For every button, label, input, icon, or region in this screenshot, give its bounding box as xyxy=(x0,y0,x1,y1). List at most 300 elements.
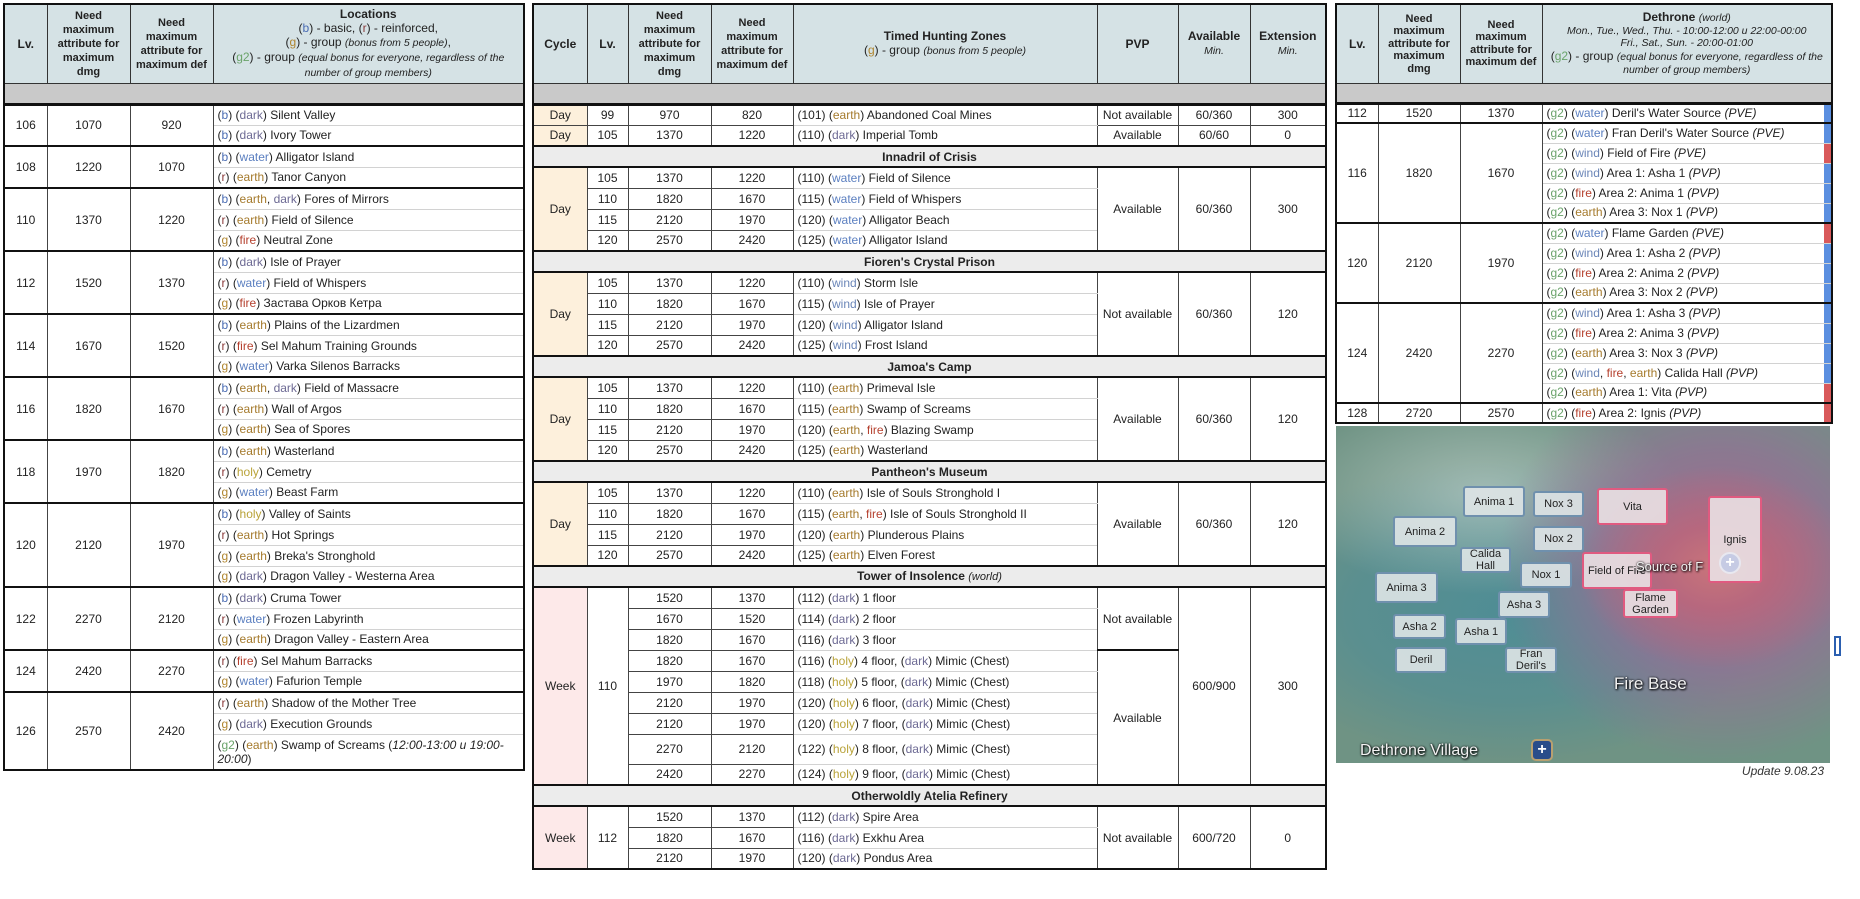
def-cell: 1370 xyxy=(130,251,213,314)
section-title: Innadril of Crisis xyxy=(882,149,977,164)
def-cell: 1820 xyxy=(130,440,213,503)
dmg-cell: 1820 xyxy=(628,398,711,419)
section-title: Fioren's Crystal Prison xyxy=(864,254,995,269)
location-cell: (g2) (wind) Area 1: Asha 1 (PVP) xyxy=(1542,163,1832,183)
zone-name: Mimic (Chest) xyxy=(936,695,1011,710)
dmg-cell: 1370 xyxy=(628,482,711,503)
element-fire-label: fire xyxy=(239,296,257,311)
location-name: Area 3: Nox 3 xyxy=(1609,345,1683,360)
location-name: Frozen Labyrinth xyxy=(273,611,364,626)
header-def: Need maximum attribute for maximum def xyxy=(1460,4,1542,83)
location-cell: (r) (earth) Field of Silence xyxy=(213,209,524,230)
location-cell: (r) (water) Field of Whispers xyxy=(213,272,524,293)
element-wind-label: wind xyxy=(1575,305,1600,320)
def-cell: 1970 xyxy=(130,503,213,587)
legend-g2-text: - group xyxy=(253,50,299,65)
element-water-label: water xyxy=(236,275,267,290)
location-cell: (g2) (earth) Area 3: Nox 2 (PVP) xyxy=(1542,283,1832,303)
location-cell: (b) (earth) Wasterland xyxy=(213,440,524,461)
def-cell: 1370 xyxy=(711,806,793,827)
zone-cell: (115) (wind) Isle of Prayer xyxy=(793,293,1097,314)
element-wind-label: wind xyxy=(1575,145,1600,160)
available-cell: 60/360 xyxy=(1178,377,1250,461)
group-tag: g xyxy=(221,296,229,311)
level-group xyxy=(4,146,524,188)
zone-cell: (125) (water) Alligator Island xyxy=(793,230,1097,251)
element-wind-label: wind xyxy=(1575,165,1600,180)
def-cell: 2120 xyxy=(711,734,793,764)
level-cell: 112 xyxy=(1336,103,1378,123)
pvp-cell: Not available xyxy=(1097,272,1178,356)
dmg-cell: 2570 xyxy=(628,545,711,566)
location-name: Wall of Argos xyxy=(271,401,342,416)
available-cell: 60/60 xyxy=(1178,125,1250,146)
element-earth-label: earth xyxy=(239,632,267,647)
legend-g-tag: g xyxy=(289,35,297,50)
pvp-cell: Available xyxy=(1097,167,1178,251)
element-fire-label: fire xyxy=(1606,365,1624,380)
map-label: Calida Hall xyxy=(1460,547,1511,573)
zoom-plus-icon[interactable]: + xyxy=(1719,552,1741,574)
dmg-cell: 1820 xyxy=(1378,123,1460,223)
header-cycle: Cycle xyxy=(533,4,587,83)
zone-level: 120 xyxy=(801,716,822,731)
pvp-cell: Available xyxy=(1097,650,1178,785)
header-zones xyxy=(793,4,1097,83)
def-cell: 1670 xyxy=(711,398,793,419)
location-name: Deril's Water Source xyxy=(1611,105,1722,120)
table-row xyxy=(533,806,1326,827)
legend-g2-note: (equal bonus for everyone, regardless of the number of group members) xyxy=(298,52,505,80)
element-dark-label: dark xyxy=(904,653,929,668)
group-tag: b xyxy=(221,149,229,164)
location-cell: (g2) (fire) Area 2: Anima 2 (PVP) xyxy=(1542,263,1832,283)
location-cell: (g) (earth) Breka's Stronghold xyxy=(213,545,524,566)
zone-name: 6 floor, xyxy=(862,695,899,710)
group-tag: g2 xyxy=(1550,345,1564,360)
dmg-cell: 1520 xyxy=(1378,103,1460,123)
group-tag: g xyxy=(221,632,229,647)
zone-level: 110 xyxy=(801,485,821,500)
location-cell: (b) (dark) Ivory Tower xyxy=(213,125,524,146)
element-dark-label: dark xyxy=(273,191,297,206)
legend-g-note: (bonus from 5 people) xyxy=(923,45,1027,58)
location-name: Varka Silenos Barracks xyxy=(276,359,401,374)
element-fire-label: fire xyxy=(1575,405,1592,420)
dmg-cell: 2420 xyxy=(47,650,130,692)
group-tag: g xyxy=(221,422,229,437)
header-pvp: PVP xyxy=(1097,4,1178,83)
zone-name: 2 floor xyxy=(862,611,897,626)
single-zones xyxy=(533,104,1326,146)
def-cell: 1520 xyxy=(711,608,793,629)
mode-label: (PVP) xyxy=(1675,385,1708,400)
element-water-label: water xyxy=(1575,225,1605,240)
location-name: Fafurion Temple xyxy=(276,674,363,689)
section-row xyxy=(533,461,1326,482)
group-tag: g2 xyxy=(1550,125,1564,140)
zone-level: 115 xyxy=(801,506,821,521)
element-fire-label: fire xyxy=(239,233,257,248)
element-dark-label: dark xyxy=(832,851,857,866)
element-earth-label: earth xyxy=(239,191,267,206)
legend-line-1: (b) - basic, (r) - reinforced, xyxy=(298,21,438,36)
map-label: Nox 1 xyxy=(1520,562,1572,588)
element-wind-label: wind xyxy=(1575,365,1600,380)
location-cell: (b) (earth, dark) Field of Massacre xyxy=(213,377,524,398)
schedule-weekdays: Mon., Tue., Wed., Thu. - 10:00-12:00 u 22:00-00:00 xyxy=(1566,24,1807,37)
def-cell: 1970 xyxy=(711,419,793,440)
dmg-cell: 1820 xyxy=(628,188,711,209)
zone-name: 3 floor xyxy=(862,632,897,647)
location-name: Tanor Canyon xyxy=(271,170,347,185)
zone-level: 125 xyxy=(801,338,822,353)
table-row xyxy=(4,377,524,398)
element-fire-label: fire xyxy=(866,506,883,521)
level-cell: 115 xyxy=(587,419,628,440)
zone-level: 110 xyxy=(801,380,821,395)
element-fire-label: fire xyxy=(1575,325,1592,340)
header-dmg: Need maximum attribute for maximum dmg xyxy=(628,4,711,83)
available-cell: 600/900 xyxy=(1178,587,1250,785)
dmg-cell: 1370 xyxy=(47,188,130,251)
group-tag: b xyxy=(221,108,229,122)
zone-cell: (120) (wind) Alligator Island xyxy=(793,314,1097,335)
zone-level: 116 xyxy=(801,653,821,668)
level-cell: 115 xyxy=(587,524,628,545)
location-cell: (b) (dark) Isle of Prayer xyxy=(213,251,524,272)
level-cell: 105 xyxy=(587,125,628,146)
section-row xyxy=(533,566,1326,587)
dmg-cell: 1670 xyxy=(47,314,130,377)
zone-name: Frost Island xyxy=(864,338,928,353)
legend-g2-tag: g2 xyxy=(236,50,250,65)
zone-level: 125 xyxy=(801,548,822,563)
group-tag: g2 xyxy=(1550,145,1564,160)
zone-level: 116 xyxy=(801,632,821,647)
def-cell: 1220 xyxy=(711,125,793,146)
element-dark-label: dark xyxy=(905,742,929,756)
level-cell: 110 xyxy=(4,188,47,251)
extension-cell: 120 xyxy=(1250,377,1326,461)
element-fire-label: fire xyxy=(1575,185,1592,200)
location-cell: (r) (fire) Sel Mahum Barracks xyxy=(213,650,524,671)
level-cell: 118 xyxy=(4,440,47,503)
cycle-cell: Day xyxy=(533,167,587,251)
dmg-cell: 1820 xyxy=(628,650,711,671)
update-date: Update 9.08.23 xyxy=(1741,764,1824,778)
zone-cell: (116) (holy) 4 floor, (dark) Mimic (Chest) xyxy=(793,650,1097,671)
element-earth-label: earth xyxy=(236,695,265,710)
section-rows xyxy=(533,272,1326,356)
group-tag: g2 xyxy=(1550,405,1564,420)
element-dark-label: dark xyxy=(239,569,263,584)
location-cell: (g) (fire) Застава Орков Кетра xyxy=(213,293,524,314)
location-cell: (r) (holy) Cemetry xyxy=(213,461,524,482)
table-row xyxy=(4,188,524,209)
table-row xyxy=(4,440,524,461)
legend-line-2: (g) - group (bonus from 5 people), xyxy=(285,35,451,50)
pvp-cell: Available xyxy=(1097,377,1178,461)
def-cell: 1220 xyxy=(711,482,793,503)
location-name: Plains of the Lizardmen xyxy=(274,317,400,332)
element-earth-label: earth xyxy=(1629,365,1658,380)
map-label: Asha 3 xyxy=(1498,591,1550,618)
section-note: (world) xyxy=(968,571,1002,583)
element-water-label: water xyxy=(832,212,863,227)
def-cell: 1970 xyxy=(711,209,793,230)
section-title-cell xyxy=(533,566,1326,587)
location-cell: (r) (earth) Shadow of the Mother Tree xyxy=(213,692,524,713)
zone-cell: (116) (dark) Exkhu Area xyxy=(793,827,1097,848)
dmg-cell: 2720 xyxy=(1378,403,1460,423)
location-cell: (g2) (earth) Area 3: Nox 1 (PVP) xyxy=(1542,203,1832,223)
dmg-cell: 1970 xyxy=(47,440,130,503)
available-cell: 60/360 xyxy=(1178,482,1250,566)
map-label: Anima 2 xyxy=(1393,516,1457,547)
level-group xyxy=(4,587,524,650)
def-cell: 2420 xyxy=(711,230,793,251)
def-cell: 1370 xyxy=(711,587,793,608)
group-tag: r xyxy=(221,275,226,290)
element-dark-label: dark xyxy=(905,767,929,782)
zone-level: 120 xyxy=(801,317,822,332)
level-group xyxy=(4,503,524,587)
cycle-cell: Day xyxy=(533,377,587,461)
group-tag: b xyxy=(221,191,229,206)
map-label: Vita xyxy=(1597,488,1668,525)
map-label: Anima 3 xyxy=(1375,572,1438,603)
zone-cell: (125) (wind) Frost Island xyxy=(793,335,1097,356)
zone-name: Alligator Island xyxy=(864,317,943,332)
zone-name: Pondus Area xyxy=(863,851,933,866)
element-fire-label: fire xyxy=(866,422,884,437)
section-header xyxy=(533,461,1326,482)
cycle-cell: Week xyxy=(533,806,587,869)
element-water-label: water xyxy=(239,149,269,164)
zone-cell: (120) (dark) Pondus Area xyxy=(793,848,1097,869)
location-cell: (g2) (earth) Area 1: Vita (PVP) xyxy=(1542,383,1832,403)
dmg-cell: 1820 xyxy=(47,377,130,440)
map-label: Flame Garden xyxy=(1623,589,1678,618)
element-earth-label: earth xyxy=(832,548,861,563)
mode-label: (PVE) xyxy=(1752,125,1785,140)
group-tag: b xyxy=(221,380,229,395)
dmg-cell: 1820 xyxy=(628,629,711,650)
table-row xyxy=(4,650,524,671)
legend-b-tag: b xyxy=(302,21,310,36)
location-name: Hot Springs xyxy=(271,527,335,542)
def-cell: 2420 xyxy=(130,692,213,770)
location-cell: (g2) (earth) Area 3: Nox 3 (PVP) xyxy=(1542,343,1832,363)
element-dark-label: dark xyxy=(239,128,263,143)
mode-label: (PVP) xyxy=(1685,205,1718,220)
table-row xyxy=(533,272,1326,293)
table-row xyxy=(4,503,524,524)
location-cell: (b) (dark) Cruma Tower xyxy=(213,587,524,608)
element-earth-label: earth xyxy=(832,108,861,122)
group-tag: g xyxy=(221,485,229,500)
location-name: Sel Mahum Barracks xyxy=(260,653,373,668)
level-group xyxy=(4,692,524,770)
element-holy-label: holy xyxy=(831,653,854,668)
map-label: Asha 2 xyxy=(1393,614,1446,639)
group-tag: b xyxy=(221,128,229,143)
table-row xyxy=(1336,403,1832,423)
zone-level: 120 xyxy=(801,527,822,542)
available-cell: 60/360 xyxy=(1178,104,1250,125)
level-group xyxy=(1336,223,1832,303)
available-cell: 60/360 xyxy=(1178,272,1250,356)
location-cell: (r) (earth) Hot Springs xyxy=(213,524,524,545)
element-holy-label: holy xyxy=(832,716,855,731)
group-tag: r xyxy=(221,653,226,668)
group-tag: r xyxy=(221,338,226,353)
location-cell: (g2) (wind, fire, earth) Calida Hall (PVP) xyxy=(1542,363,1832,383)
level-cell: 128 xyxy=(1336,403,1378,423)
def-cell: 1520 xyxy=(130,314,213,377)
element-earth-label: earth xyxy=(831,506,860,521)
section-title-cell xyxy=(533,356,1326,377)
location-name: Silent Valley xyxy=(270,108,336,122)
zone-cell: (114) (dark) 2 floor xyxy=(793,608,1097,629)
legend-g-text: - group xyxy=(300,35,345,50)
zone-name: Isle of Prayer xyxy=(864,296,935,311)
dmg-cell: 1070 xyxy=(47,104,130,146)
location-name: Shadow of the Mother Tree xyxy=(271,695,417,710)
dmg-cell: 1370 xyxy=(628,377,711,398)
zone-level: 125 xyxy=(801,233,822,248)
def-cell: 2270 xyxy=(1460,303,1542,403)
location-name: Ivory Tower xyxy=(270,128,332,143)
element-water-label: water xyxy=(239,485,269,500)
element-earth-label: earth xyxy=(239,380,267,395)
zone-level: 118 xyxy=(801,674,821,689)
header-locations xyxy=(213,4,524,83)
legend-g2-note: (equal bonus for everyone, regardless of the number of group members) xyxy=(1616,50,1823,76)
group-tag: r xyxy=(221,401,226,416)
extension-cell: 300 xyxy=(1250,587,1326,785)
dethrone-village-label: Dethrone Village xyxy=(1360,742,1479,759)
group-tag: r xyxy=(221,212,226,227)
zone-cell: (120) (holy) 6 floor, (dark) Mimic (Chest) xyxy=(793,692,1097,713)
zone-level: 120 xyxy=(801,695,822,710)
zone-name: 4 floor, xyxy=(861,653,898,668)
element-fire-label: fire xyxy=(1575,265,1592,280)
section-row xyxy=(533,356,1326,377)
locations-title: Locations xyxy=(339,7,397,22)
location-cell: (g) (dark) Execution Grounds xyxy=(213,713,524,734)
text-cursor-icon xyxy=(1834,636,1841,656)
element-dark-label: dark xyxy=(905,716,929,731)
element-earth-label: earth xyxy=(832,527,861,542)
location-cell: (g) (water) Beast Farm xyxy=(213,482,524,503)
element-earth-label: earth xyxy=(239,422,267,437)
location-name: Cemetry xyxy=(266,464,312,479)
zone-level: 116 xyxy=(801,830,821,845)
zone-name: Isle of Souls Stronghold I xyxy=(866,485,1001,500)
zone-name: 5 floor, xyxy=(861,674,898,689)
extension-cell: 0 xyxy=(1250,125,1326,146)
section-header xyxy=(533,146,1326,167)
dethrone-map xyxy=(1336,426,1830,763)
group-tag: b xyxy=(221,506,229,521)
dethrone-note: (world) xyxy=(1698,12,1731,24)
location-name: Wasterland xyxy=(274,443,335,458)
location-name: Field of Silence xyxy=(271,212,354,227)
cycle-cell: Day xyxy=(533,104,587,125)
level-cell: 126 xyxy=(4,692,47,770)
section-rows xyxy=(533,482,1326,566)
group-tag: g2 xyxy=(221,737,235,752)
element-dark-label: dark xyxy=(239,590,263,605)
zone-cell: (115) (earth) Swamp of Screams xyxy=(793,398,1097,419)
dmg-cell: 1520 xyxy=(628,806,711,827)
level-group xyxy=(1336,103,1832,123)
element-dark-label: dark xyxy=(831,590,856,605)
table-row xyxy=(1336,123,1832,143)
mode-label: (PVP) xyxy=(1687,325,1720,340)
level-group xyxy=(4,377,524,440)
element-holy-label: holy xyxy=(832,767,855,782)
level-group xyxy=(1336,303,1832,403)
level-cell: 99 xyxy=(587,104,628,125)
def-cell: 2570 xyxy=(1460,403,1542,423)
zones-legend: (g) - group (bonus from 5 people) xyxy=(863,43,1027,58)
section-row xyxy=(533,146,1326,167)
zone-cell: (110) (earth) Primeval Isle xyxy=(793,377,1097,398)
zone-name: Alligator Beach xyxy=(868,212,950,227)
group-tag: g2 xyxy=(1550,165,1564,180)
header-dmg: Need maximum attribute for maximum dmg xyxy=(47,4,130,83)
group-tag: g2 xyxy=(1550,245,1564,260)
def-cell: 1070 xyxy=(130,146,213,188)
location-cell: (g) (earth) Sea of Spores xyxy=(213,419,524,440)
header-available xyxy=(1178,4,1250,83)
dmg-cell: 1670 xyxy=(628,608,711,629)
mode-label: (PVP) xyxy=(1685,285,1718,300)
extension-cell: 300 xyxy=(1250,104,1326,125)
group-tag: r xyxy=(221,170,226,185)
zone-name: Imperial Tomb xyxy=(862,128,938,143)
map-label: Field of Fire xyxy=(1582,552,1652,589)
dmg-cell: 1820 xyxy=(628,827,711,848)
zone-level: 125 xyxy=(801,443,822,458)
element-dark-label: dark xyxy=(831,809,856,824)
location-cell: (g) (water) Varka Silenos Barracks xyxy=(213,356,524,377)
zone-cell: (110) (earth) Isle of Souls Stronghold I xyxy=(793,482,1097,503)
section-rows xyxy=(533,587,1326,785)
location-name: Beast Farm xyxy=(276,485,339,500)
table-row xyxy=(1336,103,1832,123)
zones-title: Timed Hunting Zones xyxy=(883,29,1007,44)
element-wind-label: wind xyxy=(1575,245,1600,260)
zone-name: Alligator Island xyxy=(868,233,948,248)
location-name: Alligator Island xyxy=(275,149,355,164)
element-wind-label: wind xyxy=(831,275,857,290)
village-plus-icon[interactable]: + xyxy=(1531,739,1553,761)
dmg-cell: 1370 xyxy=(628,125,711,146)
dmg-cell: 2120 xyxy=(47,503,130,587)
zone-name: 7 floor, xyxy=(862,716,899,731)
mode-label: (PVP) xyxy=(1687,185,1720,200)
level-cell: 116 xyxy=(4,377,47,440)
location-name: Sea of Spores xyxy=(274,422,351,437)
element-earth-label: earth xyxy=(239,548,267,563)
element-dark-label: dark xyxy=(831,632,856,647)
def-cell: 1970 xyxy=(711,713,793,734)
group-tag: g2 xyxy=(1550,285,1564,300)
